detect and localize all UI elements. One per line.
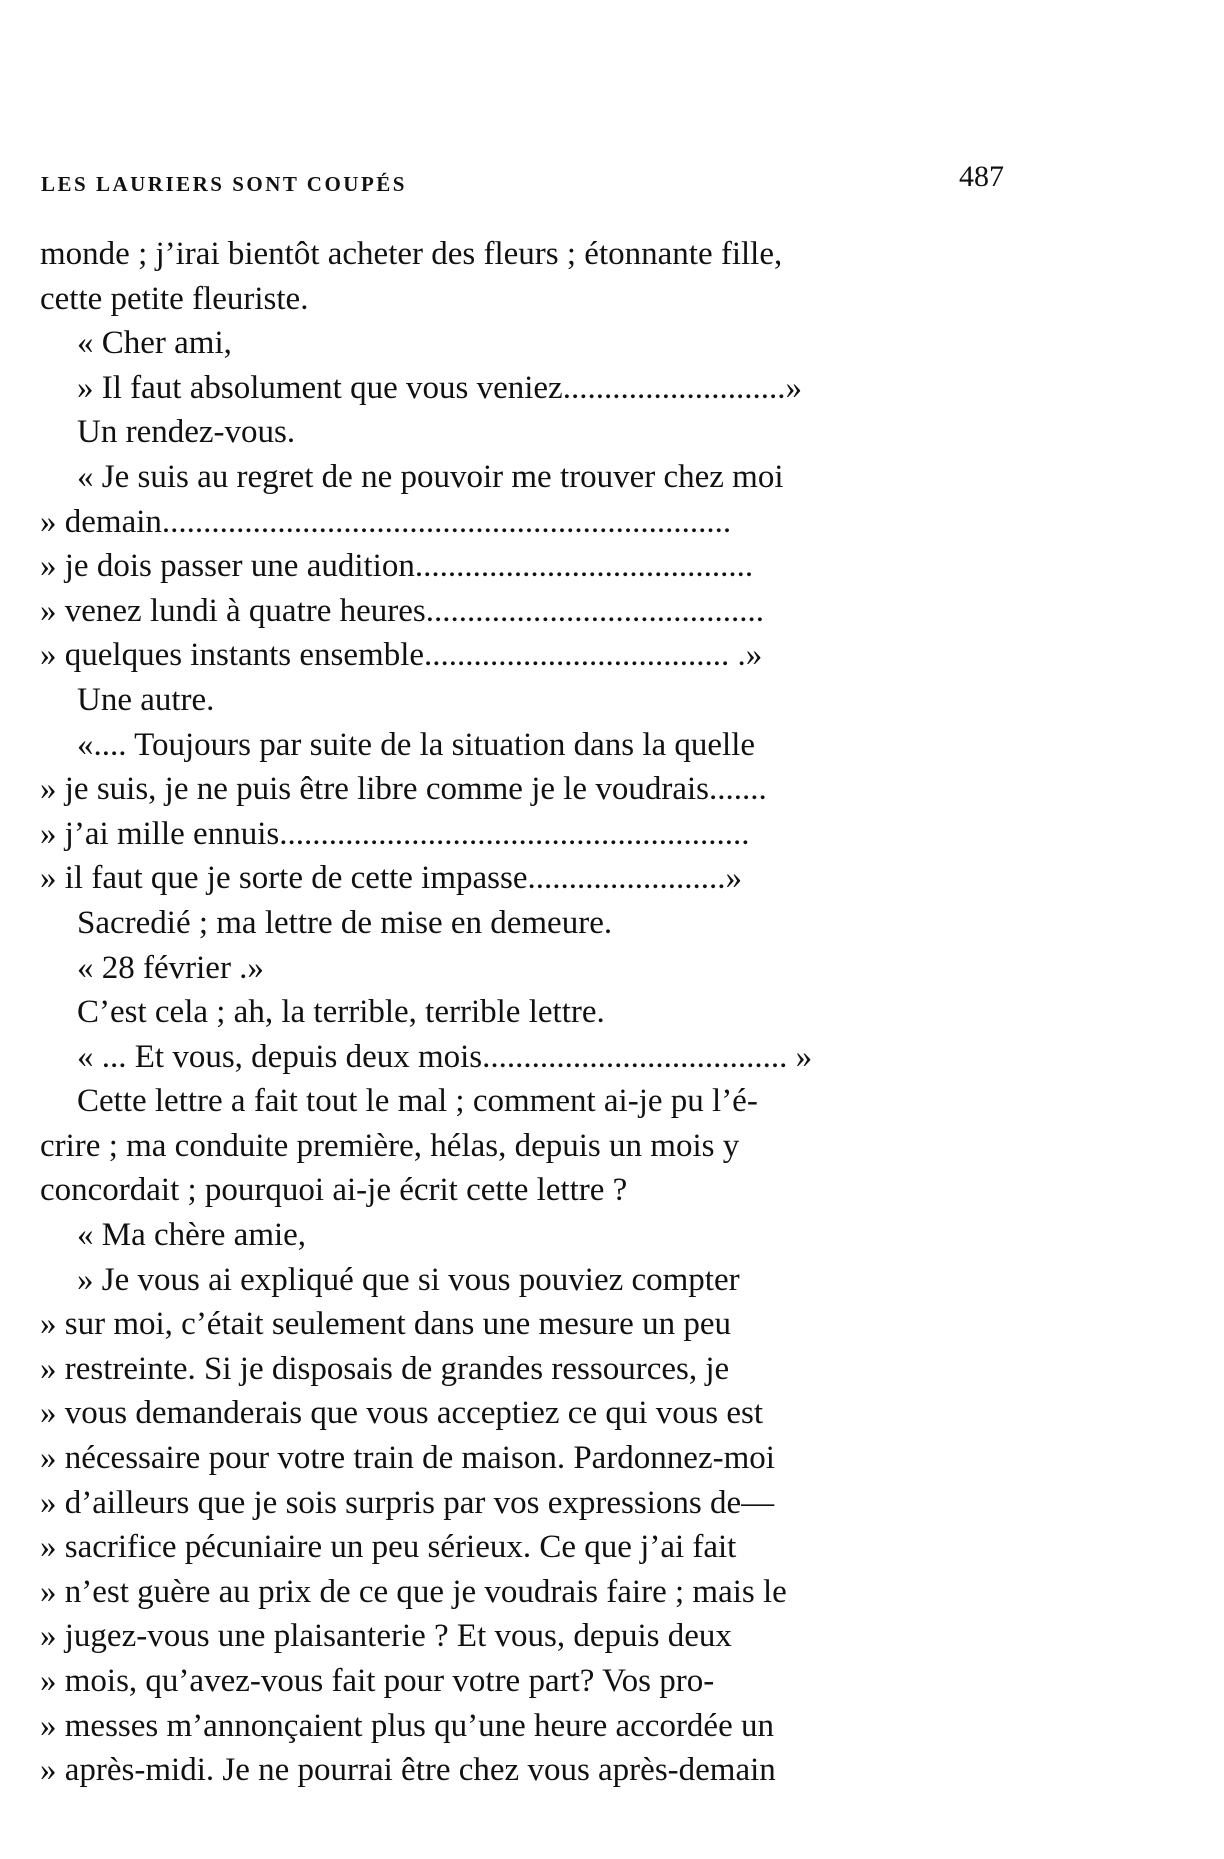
text-line: Cette lettre a fait tout le mal ; comment ai-je pu l’é- [77, 1083, 758, 1120]
text-line: » je suis, je ne puis être libre comme je le voudrais....... [40, 771, 767, 808]
text-line: » vous demanderais que vous acceptiez ce qui vous est [40, 1395, 764, 1432]
text-line: » Je vous ai expliqué que si vous pouviez compter [77, 1261, 740, 1298]
text-line: « Ma chère amie, [77, 1217, 307, 1254]
text-line: Une autre. [77, 681, 215, 718]
text-line: » d’ailleurs que je sois surpris par vos expressions de— [40, 1484, 775, 1521]
text-line: » venez lundi à quatre heures......................................... [40, 592, 765, 629]
text-line: crire ; ma conduite première, hélas, depuis un mois y [40, 1127, 740, 1164]
text-line: » mois, qu’avez-vous fait pour votre part? Vos pro- [40, 1663, 715, 1699]
text-line: » quelques instants ensemble..................................... .» [40, 637, 763, 674]
text-line: C’est cela ; ah, la terrible, terrible lettre. [77, 994, 605, 1031]
text-line: Sacredié ; ma lettre de mise en demeure. [77, 904, 613, 941]
text-line: » n’est guère au prix de ce que je voudrais faire ; mais le [40, 1573, 787, 1610]
page-number: 487 [959, 160, 1004, 193]
text-line: » restreinte. Si je disposais de grandes ressources, je [40, 1350, 730, 1387]
text-line: Un rendez-vous. [77, 414, 296, 451]
text-line: « ... Et vous, depuis deux mois..................................... » [77, 1038, 813, 1075]
text-line: «.... Toujours par suite de la situation dans la quelle [77, 726, 756, 763]
page-body [40, 232, 1020, 1793]
text-line: » après-midi. Je ne pourrai être chez vous après-demain [40, 1752, 776, 1789]
text-line: » demain..................................................................... [40, 503, 732, 540]
running-title: LES LAURIERS SONT COUPÉS [41, 172, 407, 196]
text-line: » Il faut absolument que vous veniez...........................» [77, 369, 802, 406]
text-line: » j’ai mille ennuis......................................................... [40, 815, 750, 852]
text-line: » il faut que je sorte de cette impasse........................» [40, 860, 742, 897]
text-line: » jugez-vous une plaisanterie ? Et vous, depuis deux [40, 1618, 732, 1655]
text-line: » sacrifice pécuniaire un peu sérieux. Ce que j’ai fait [40, 1529, 737, 1566]
text-line: cette petite fleuriste. [40, 280, 309, 317]
text-line: concordait ; pourquoi ai-je écrit cette lettre ? [40, 1172, 628, 1209]
text-line: » nécessaire pour votre train de maison. Pardonnez-moi [40, 1440, 775, 1477]
text-line: « Je suis au regret de ne pouvoir me trouver chez moi [77, 458, 784, 495]
text-line: monde ; j’irai bientôt acheter des fleurs ; étonnante fille, [40, 236, 783, 272]
text-line: « Cher ami, [77, 325, 232, 362]
text-line: » sur moi, c’était seulement dans une mesure un peu [40, 1306, 731, 1343]
text-line: « 28 février .» [77, 949, 264, 986]
text-line: » je dois passer une audition......................................... [40, 548, 754, 585]
text-line: » messes m’annonçaient plus qu’une heure accordée un [40, 1707, 774, 1744]
